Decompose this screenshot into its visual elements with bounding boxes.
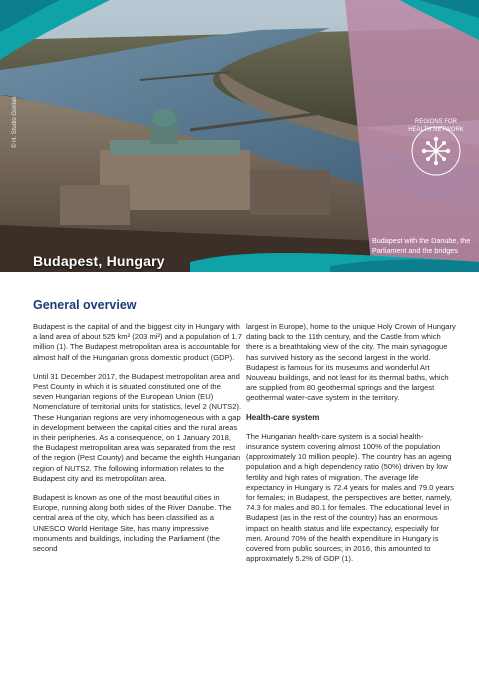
photo-caption: Budapest with the Danube, the Parliament and the bridges — [372, 236, 471, 255]
right-column — [246, 322, 456, 573]
page-title: Budapest, Hungary — [33, 253, 165, 269]
paragraph-nuts: Until 31 December 2017, the Budapest metropolitan area and Pest County in which it is situated constituted one of the seven Hungarian regions of the European Union (EU) Nomenclature of territorial units for statistics, level 2 (NUTS2). These Hungarian regions are very inhomogeneous with a gap in development between the capital cities and the rural areas in their peripheries. As a consequence, on 1 January 2018, the Budapest metropolitan area was separated from the rest of the region (Pest County) and became the eighth Hungarian region of NUTS2. The following information relates to the Budapest city and its metropolitan area. — [33, 371, 242, 483]
left-column — [33, 322, 243, 563]
paragraph-intro: Budapest is the capital of and the biggest city in Hungary with a land area of about 525 km² (203 mi²) and a population of 1.7 million (1). The Budapest metropolitan area is accountable for almost half of the Hungarian gross domestic product (GDP). — [33, 322, 242, 362]
logo-label: REGIONS FOR HEALTH NETWORK — [408, 119, 464, 133]
paragraph-health-care: The Hungarian health-care system is a social health-insurance system covering almost 100% of the population (approximately 10 million people). The country has an ageing population and a high dependency ratio (50%) driven by low fertility and high rates of migration. The average life expectancy in Hungary is 72.4 years for males and 79.0 years for females; in Budapest, the perspectives are better, namely, 74.3 for males and 80.1 for females. The educational level in Budapest (as in the rest of the country) has an enormous impact on health status and life expectancy, especially for men. Around 70% of the health expenditure in Hungary is covered from public sources; in 2016, this amounted to approximately 5.2% of GDP (1). — [246, 431, 455, 564]
health-care-heading: Health-care system — [246, 412, 320, 422]
paragraph-city: Budapest is known as one of the most beautiful cities in Europe, running along both sides of the River Danube. The central area of the city, which has been classified as a UNESCO World Heritage Site, has many impressive monuments and buildings, including the Parliament (the second — [33, 493, 232, 554]
section-heading: General overview — [33, 298, 137, 312]
photo-credit-text: © H. Studio Gorilak — [12, 96, 18, 148]
paragraph-city-continued: largest in Europe), home to the unique Holy Crown of Hungary dating back to the 11th century, and the Castle from which there is a breathtaking view of the city. The main synagogue has survived history as the second largest in the world. Budapest is famous for its museums and wonderful Art Nouveau buildings, and not least for its thermal baths, which are supplied from 80 geothermal springs and the largest geothermal water-cave system in the territory. — [246, 322, 456, 403]
photo-credit — [1, 60, 18, 150]
regions-for-health-logo — [405, 110, 467, 192]
